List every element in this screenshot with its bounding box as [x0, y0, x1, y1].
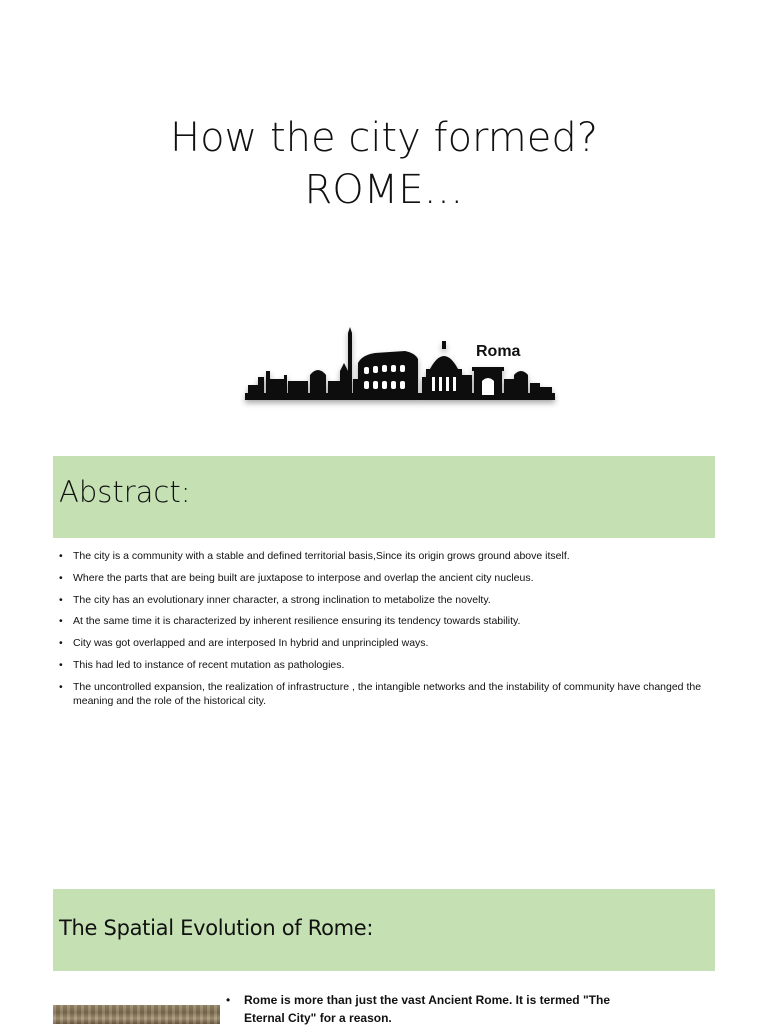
list-item: • Rome is more than just the vast Ancient Rome. It is termed "The Eternal City" for a reason. [226, 991, 646, 1027]
abstract-header-band [53, 456, 715, 538]
list-item: • City was got overlapped and are interposed In hybrid and unprincipled ways. [57, 636, 707, 650]
list-item: • The city is a community with a stable and defined territorial basis,Since its origin grows ground above itself. [57, 549, 707, 563]
spatial-heading: The Spatial Evolution of Rome: [59, 916, 374, 940]
list-item: • Where the parts that are being built are juxtapose to interpose and overlap the ancient city nucleus. [57, 571, 707, 585]
abstract-list [57, 549, 707, 716]
rome-photo [53, 1005, 220, 1024]
title-line-2: ROME… [304, 167, 464, 213]
list-item: • At the same time it is characterized by inherent resilience ensuring its tendency towards stability. [57, 614, 707, 628]
spatial-header-band [53, 889, 715, 971]
rome-skyline-icon [240, 325, 562, 413]
title-line-1: How the city formed? [169, 115, 598, 161]
list-item: • The uncontrolled expansion, the realization of infrastructure , the intangible networks and the instability of community have changed the meaning and the role of the historical city. [57, 680, 707, 708]
list-item: • This had led to instance of recent mutation as pathologies. [57, 658, 707, 672]
abstract-heading: Abstract: [59, 475, 191, 509]
skyline-label: Roma [476, 343, 521, 360]
page-title [0, 112, 768, 216]
spatial-list [226, 991, 646, 1027]
list-item: • The city has an evolutionary inner character, a strong inclination to metabolize the novelty. [57, 593, 707, 607]
